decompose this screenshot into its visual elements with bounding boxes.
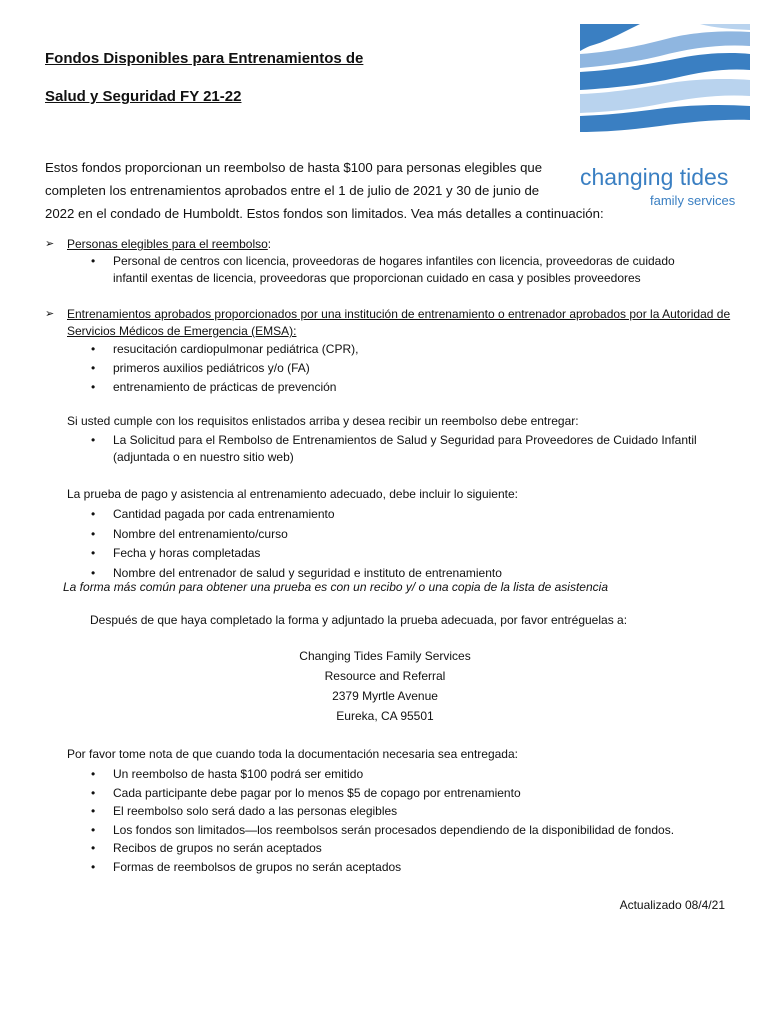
- list-item: • Fecha y horas completadas: [91, 544, 727, 564]
- eligible-section: [45, 236, 735, 287]
- submit-instructions: Después de que haya completado la forma y adjuntado la prueba adecuada, por favor entréguelas a:: [90, 613, 628, 627]
- proof-intro: La prueba de pago y asistencia al entrenamiento adecuado, debe incluir lo siguiente:: [67, 487, 518, 501]
- address-line: 2379 Myrtle Avenue: [332, 689, 438, 703]
- eligible-list: [91, 253, 701, 287]
- list-item: • Nombre del entrenamiento/curso: [91, 525, 727, 545]
- list-item: • resucitación cardiopulmonar pediátrica (CPR),: [91, 340, 735, 359]
- trainings-list: [91, 340, 735, 397]
- mailing-address: [0, 646, 770, 726]
- logo-subtitle: family services: [650, 193, 736, 208]
- list-item: • El reembolso solo será dado a las personas elegibles: [91, 802, 727, 821]
- requirements-intro: Si usted cumple con los requisitos enlistados arriba y desea recibir un reembolso debe entregar:: [67, 414, 579, 428]
- updated-date: Actualizado 08/4/21: [619, 898, 725, 912]
- arrow-bullet-icon: ➢: [45, 308, 55, 320]
- list-item: • Cantidad pagada por cada entrenamiento: [91, 505, 727, 525]
- trainings-heading: Entrenamientos aprobados proporcionados por una institución de entrenamiento o entrenador aprobados por la Autoridad de Servicios Médicos de Emergencia (EMSA):: [67, 307, 731, 338]
- list-item: • Personal de centros con licencia, proveedoras de hogares infantiles con licencia, proveedoras de cuidado infantil exentas de licencia, proveedoras que proporcionan cuidado en casa y posibles proveedores: [91, 253, 701, 287]
- proof-list: [91, 505, 727, 583]
- list-item: • entrenamiento de prácticas de prevención: [91, 378, 735, 397]
- list-item: • Cada participante debe pagar por lo menos $5 de copago por entrenamiento: [91, 784, 727, 803]
- intro-line: Estos fondos proporcionan un reembolso de hasta $100 para personas elegibles que: [45, 160, 543, 175]
- requirements-list: [91, 432, 727, 466]
- logo-name: changing tides: [580, 164, 729, 190]
- list-item: • La Solicitud para el Rembolso de Entrenamientos de Salud y Seguridad para Proveedores de Cuidado Infantil (adjuntada o en nuestro sitio web): [91, 432, 727, 466]
- list-item: • Recibos de grupos no serán aceptados: [91, 839, 727, 858]
- address-line: Changing Tides Family Services: [299, 649, 471, 663]
- eligible-heading: Personas elegibles para el reembolso:: [67, 237, 272, 251]
- notes-block: [67, 746, 727, 876]
- document-title-line2: Salud y Seguridad FY 21-22: [45, 88, 242, 105]
- arrow-bullet-icon: ➢: [45, 238, 55, 250]
- notes-intro: Por favor tome nota de que cuando toda la documentación necesaria sea entregada:: [67, 747, 518, 761]
- trainings-section: [45, 306, 735, 397]
- intro-line: completen los entrenamientos aprobados entre el 1 de julio de 2021 y 30 de junio de: [45, 183, 540, 198]
- requirements-block: [67, 413, 727, 466]
- address-line: Eureka, CA 95501: [336, 709, 434, 723]
- proof-note: La forma más común para obtener una prueba es con un recibo y/ o una copia de la lista de asistencia: [63, 580, 608, 594]
- intro-paragraph: [45, 156, 735, 225]
- address-line: Resource and Referral: [324, 669, 446, 683]
- tides-wave-icon: [580, 24, 750, 139]
- list-item: • Los fondos son limitados—los reembolsos serán procesados dependiendo de la disponibilidad de fondos.: [91, 821, 727, 840]
- notes-list: [91, 765, 727, 876]
- intro-line: 2022 en el condado de Humboldt. Estos fondos son limitados. Vea más detalles a continuación:: [45, 206, 604, 221]
- document-title-line1: Fondos Disponibles para Entrenamientos de: [45, 50, 364, 67]
- list-item: • Un reembolso de hasta $100 podrá ser emitido: [91, 765, 727, 784]
- list-item: • Nombre del entrenador de salud y seguridad e instituto de entrenamiento: [91, 564, 727, 584]
- list-item: • Formas de reembolsos de grupos no serán aceptados: [91, 858, 727, 877]
- list-item: • primeros auxilios pediátricos y/o (FA): [91, 359, 735, 378]
- proof-block: [67, 486, 727, 583]
